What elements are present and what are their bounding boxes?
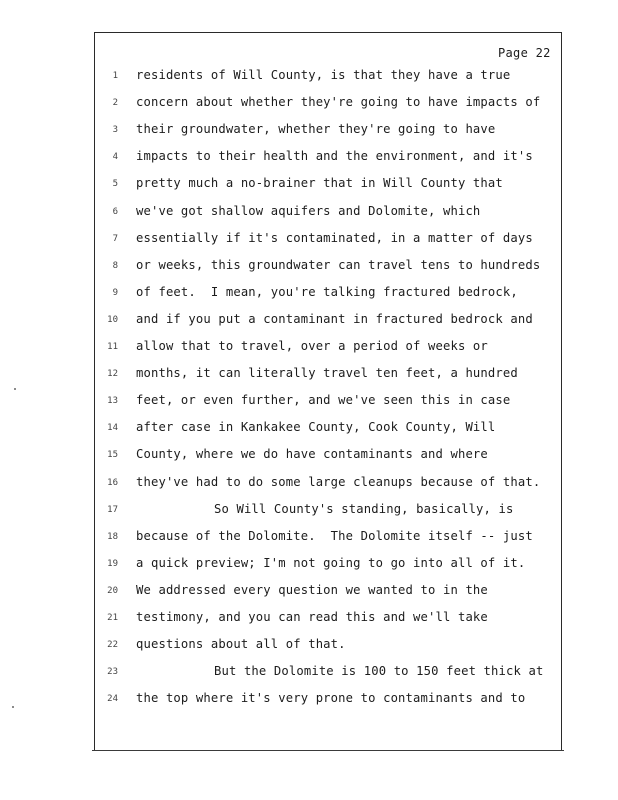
- line-text: they've had to do some large cleanups because of that.: [136, 474, 541, 489]
- line-number: 21: [107, 613, 118, 623]
- line-number: 3: [112, 125, 118, 136]
- line-text: So Will County's standing, basically, is: [214, 501, 514, 516]
- line-text: testimony, and you can read this and we'll take: [136, 610, 488, 624]
- line-number: 8: [112, 260, 118, 271]
- transcript-line: [0, 176, 618, 196]
- line-number: 12: [107, 369, 118, 380]
- line-text: concern about whether they're going to have impacts of: [136, 95, 541, 110]
- line-number: 15: [107, 450, 118, 461]
- line-number: 17: [107, 504, 118, 515]
- line-text: of feet. I mean, you're talking fractured bedrock,: [136, 284, 518, 299]
- line-text: we've got shallow aquifers and Dolomite, which: [136, 203, 481, 218]
- line-number: 18: [107, 531, 118, 542]
- transcript-line: [0, 475, 618, 495]
- line-text: pretty much a no-brainer that in Will County that: [136, 176, 503, 191]
- line-number: 16: [107, 477, 118, 488]
- line-number: 9: [112, 287, 118, 298]
- scan-speck: [12, 706, 14, 708]
- transcript-line: [0, 312, 618, 332]
- line-number: 6: [112, 206, 118, 217]
- line-number: 5: [112, 179, 118, 190]
- line-text: and if you put a contaminant in fractured bedrock and: [136, 311, 533, 326]
- line-text: questions about all of that.: [136, 637, 346, 652]
- transcript-line: [0, 149, 618, 169]
- line-number: 2: [112, 98, 118, 109]
- transcript-line: [0, 691, 618, 711]
- line-text: feet, or even further, and we've seen this in case: [136, 393, 511, 408]
- line-text: residents of Will County, is that they have a true: [136, 68, 511, 82]
- line-text: the top where it's very prone to contaminants and to: [136, 691, 526, 706]
- transcript-line: [0, 285, 618, 305]
- transcript-line: [0, 393, 618, 413]
- bottom-rule: [92, 750, 564, 751]
- line-text: But the Dolomite is 100 to 150 feet thick at: [214, 664, 544, 679]
- line-text: months, it can literally travel ten feet, a hundred: [136, 366, 518, 381]
- transcript-line: [0, 420, 618, 440]
- line-number: 22: [107, 640, 118, 651]
- transcript-line: [0, 122, 618, 142]
- transcript-line: [0, 68, 618, 88]
- line-number: 10: [107, 314, 118, 325]
- transcript-line: [0, 664, 618, 684]
- transcript-line: [0, 529, 618, 549]
- transcript-line: [0, 231, 618, 251]
- line-text: a quick preview; I'm not going to go into all of it.: [136, 555, 526, 570]
- transcript-line: [0, 502, 618, 522]
- line-number: 23: [107, 667, 118, 678]
- line-text: We addressed every question we wanted to in the: [136, 582, 488, 597]
- line-number: 14: [107, 423, 118, 434]
- line-text: allow that to travel, over a period of weeks or: [136, 339, 488, 353]
- line-number: 19: [107, 558, 118, 569]
- transcript-line: [0, 204, 618, 224]
- transcript-line: [0, 258, 618, 278]
- transcript-line: [0, 95, 618, 115]
- line-number: 1: [112, 71, 118, 81]
- scan-speck: [14, 388, 16, 390]
- transcript-line: [0, 610, 618, 630]
- transcript-line: [0, 366, 618, 386]
- line-number: 13: [107, 396, 118, 407]
- line-number: 7: [112, 233, 118, 244]
- line-number: 24: [107, 694, 118, 705]
- line-text: after case in Kankakee County, Cook County, Will: [136, 420, 496, 435]
- line-text: impacts to their health and the environment, and it's: [136, 149, 533, 164]
- page-number: Page 22: [498, 46, 551, 60]
- line-number: 4: [112, 152, 118, 163]
- line-number: 20: [107, 585, 118, 596]
- transcript-line: [0, 637, 618, 657]
- transcript-line: [0, 583, 618, 603]
- line-text: their groundwater, whether they're going to have: [136, 122, 496, 137]
- line-text: or weeks, this groundwater can travel tens to hundreds: [136, 257, 541, 272]
- transcript-line: [0, 447, 618, 467]
- transcript-line: [0, 556, 618, 576]
- line-text: County, where we do have contaminants and where: [136, 447, 488, 462]
- line-text: essentially if it's contaminated, in a matter of days: [136, 230, 533, 245]
- line-number: 11: [107, 342, 118, 352]
- line-text: because of the Dolomite. The Dolomite itself -- just: [136, 528, 533, 543]
- transcript-line: [0, 339, 618, 359]
